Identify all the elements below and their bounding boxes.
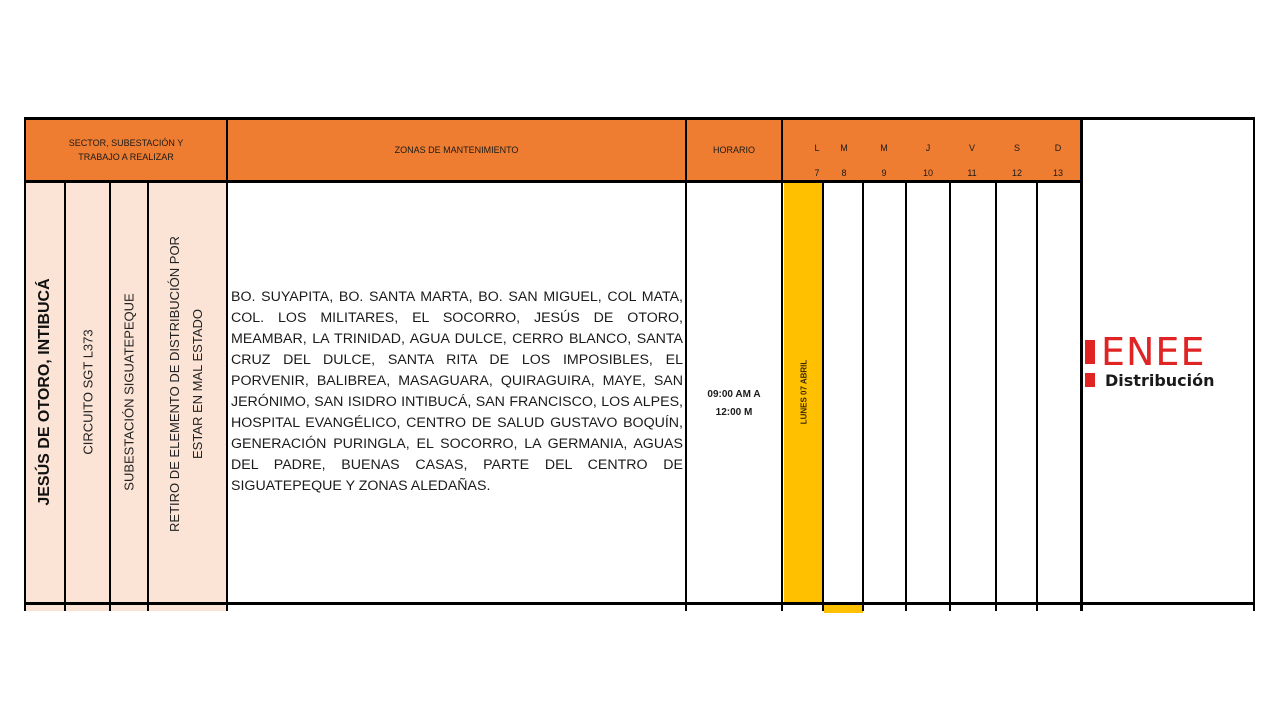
trabajo-line1: RETIRO DE ELEMENTO DE DISTRIBUCIÓN POR xyxy=(166,235,182,532)
circuito-cell xyxy=(65,181,110,603)
zonas-cell xyxy=(227,181,686,603)
header-zonas-cell xyxy=(227,119,686,181)
day-letter: V xyxy=(968,143,975,153)
grid-line-top xyxy=(24,117,1255,120)
grid-line-v-day4 xyxy=(949,181,951,611)
header-sector-line1: SECTOR, SUBESTACIÓN Y xyxy=(68,138,184,148)
day-letter: L xyxy=(814,143,820,153)
sector-name-cell xyxy=(25,181,65,603)
grid-line-v-horario xyxy=(781,117,783,611)
grid-line-v-sector xyxy=(226,117,228,611)
grid-line-left xyxy=(24,117,26,611)
day-letter: J xyxy=(925,143,931,153)
grid-line-v-day2 xyxy=(862,181,864,611)
grid-line-v-day1 xyxy=(822,181,824,611)
subestacion-cell xyxy=(110,181,148,603)
grid-line-v-days-end xyxy=(1080,117,1083,611)
day-letter: M xyxy=(840,143,848,153)
logo-brand: ENEE xyxy=(1101,329,1206,374)
grid-line-v-day6 xyxy=(1036,181,1038,611)
enee-logo xyxy=(1085,329,1253,390)
day-number: 9 xyxy=(881,168,887,178)
trabajo-label xyxy=(163,236,209,532)
day-number: 8 xyxy=(841,168,847,178)
grid-line-header-bottom xyxy=(24,180,1082,183)
next-row-highlight xyxy=(824,605,863,613)
grid-line-v-zonas xyxy=(685,117,687,611)
day-number: 12 xyxy=(1011,168,1022,178)
day-highlight-lunes xyxy=(784,181,823,603)
logo-bar-icon xyxy=(1085,373,1095,387)
header-zonas-label: ZONAS DE MANTENIMIENTO xyxy=(394,145,519,155)
horario-line1: 09:00 AM A xyxy=(707,389,761,400)
grid-line-v-sub1 xyxy=(64,181,66,611)
horario-cell xyxy=(686,181,782,603)
circuito-label: CIRCUITO SGT L373 xyxy=(80,329,95,455)
grid-line-v-sub3 xyxy=(147,181,149,611)
day-letter: S xyxy=(1013,143,1020,153)
trabajo-cell xyxy=(148,181,227,603)
grid-line-row-bottom xyxy=(24,602,1255,605)
logo-cell xyxy=(1082,119,1253,603)
day-letter: D xyxy=(1054,143,1062,153)
day-number: 13 xyxy=(1052,168,1063,178)
header-horario-cell xyxy=(686,119,782,181)
header-sector-cell xyxy=(25,119,227,181)
header-sector-line2: TRABAJO A REALIZAR xyxy=(78,152,174,162)
header-horario-label: HORARIO xyxy=(712,145,755,155)
zonas-text: BO. SUYAPITA, BO. SANTA MARTA, BO. SAN MIGUEL, COL MATA, COL. LOS MILITARES, EL SOCORRO, JESÚS DE OTORO, MEAMBAR, LA TRINIDAD, AGUA DULCE, CERRO BLANCO, SANTA CRUZ DEL DULCE, SANTA RITA DE LOS IMPOSIBLES, EL PORVENIR, BALIBREA, MASAGUARA, QUIRAGUIRA, MAYE, SAN JERÓNIMO, SAN ISIDRO INTIBUCÁ, SAN FRANCISCO, LOS ALPES, HOSPITAL EVANGÉLICO, CENTRO DE SALUD GUSTAVO BOQUÍN, GENERACIÓN PURINGLA, EL SOCORRO, LA GERMANIA, AGUAS DEL PADRE, BUENAS CASAS, PARTE DEL CENTRO DE SIGUATEPEQUE Y ZONAS ALEDAÑAS. xyxy=(231,289,683,494)
day-number: 7 xyxy=(814,168,820,178)
logo-sub: Distribución xyxy=(1105,370,1215,390)
subestacion-label: SUBESTACIÓN SIGUATEPEQUE xyxy=(121,293,137,491)
horario-line2: 12:00 M xyxy=(715,407,753,418)
day-highlight-label: LUNES 07 ABRIL xyxy=(799,359,808,425)
grid-line-v-day5 xyxy=(995,181,997,611)
grid-line-v-sub2 xyxy=(109,181,111,611)
sector-name: JESÚS DE OTORO, INTIBUCÁ xyxy=(36,278,53,506)
day-letter: M xyxy=(880,143,888,153)
logo-mark-icon xyxy=(1085,340,1095,364)
grid-line-right xyxy=(1253,117,1255,611)
day-number: 11 xyxy=(967,168,977,178)
trabajo-line2: ESTAR EN MAL ESTADO xyxy=(189,308,205,459)
day-number: 10 xyxy=(922,168,933,178)
grid-line-v-day3 xyxy=(905,181,907,611)
